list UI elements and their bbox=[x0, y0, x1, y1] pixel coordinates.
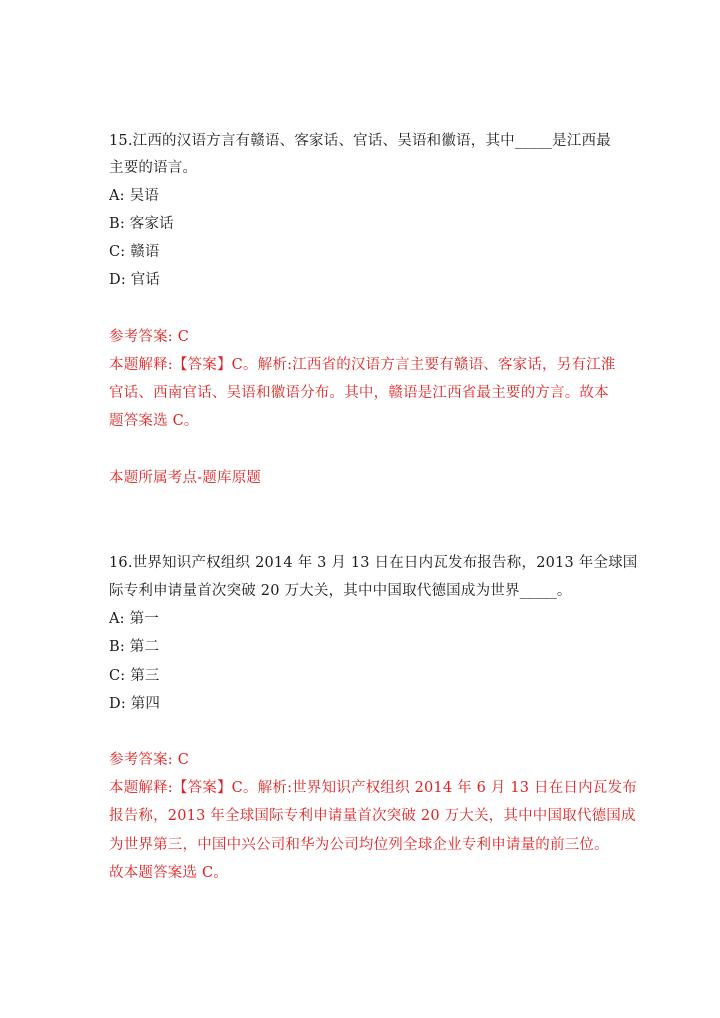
q15-explanation-line3: 题答案选 C。 bbox=[109, 413, 199, 429]
q15-option-d: D: 官话 bbox=[109, 272, 161, 288]
q16-option-a: A: 第一 bbox=[109, 611, 159, 627]
q16-answer: 参考答案: C bbox=[109, 752, 189, 768]
q15-explanation-line1: 本题解释:【答案】C。解析:江西省的汉语方言主要有赣语、客家话，另有江淮 bbox=[109, 357, 616, 373]
q16-option-b: B: 第二 bbox=[109, 639, 160, 655]
q15-option-a: A: 吴语 bbox=[109, 188, 159, 204]
q15-answer: 参考答案: C bbox=[109, 329, 189, 345]
q16-explanation-line3: 为世界第三，中国中兴公司和华为公司均位列全球企业专利申请量的前三位。 bbox=[109, 837, 609, 853]
q16-stem-line2: 际专利申请量首次突破 20 万大关，其中中国取代德国成为世界_____。 bbox=[109, 583, 572, 599]
q15-stem-line2: 主要的语言。 bbox=[109, 160, 198, 176]
q16-explanation-line2: 报告称，2013 年全球国际专利申请量首次突破 20 万大关，其中中国取代德国成 bbox=[109, 808, 636, 824]
q16-explanation-line4: 故本题答案选 C。 bbox=[109, 865, 229, 881]
q15-stem-line1: 15.江西的汉语方言有赣语、客家话、官话、吴语和徽语，其中_____是江西最 bbox=[109, 133, 611, 149]
q16-option-c: C: 第三 bbox=[109, 668, 160, 684]
q15-option-c: C: 赣语 bbox=[109, 244, 160, 260]
q15-topic: 本题所属考点-题库原题 bbox=[109, 470, 262, 486]
q16-explanation-line1: 本题解释:【答案】C。解析:世界知识产权组织 2014 年 6 月 13 日在日内瓦发布 bbox=[109, 780, 637, 796]
q16-stem-line1: 16.世界知识产权组织 2014 年 3 月 13 日在日内瓦发布报告称，2013 年全球国 bbox=[109, 555, 638, 571]
q16-option-d: D: 第四 bbox=[109, 696, 161, 712]
q15-explanation-line2: 官话、西南官话、吴语和徽语分布。其中，赣语是江西省最主要的方言。故本 bbox=[109, 385, 609, 401]
q15-option-b: B: 客家话 bbox=[109, 216, 174, 232]
